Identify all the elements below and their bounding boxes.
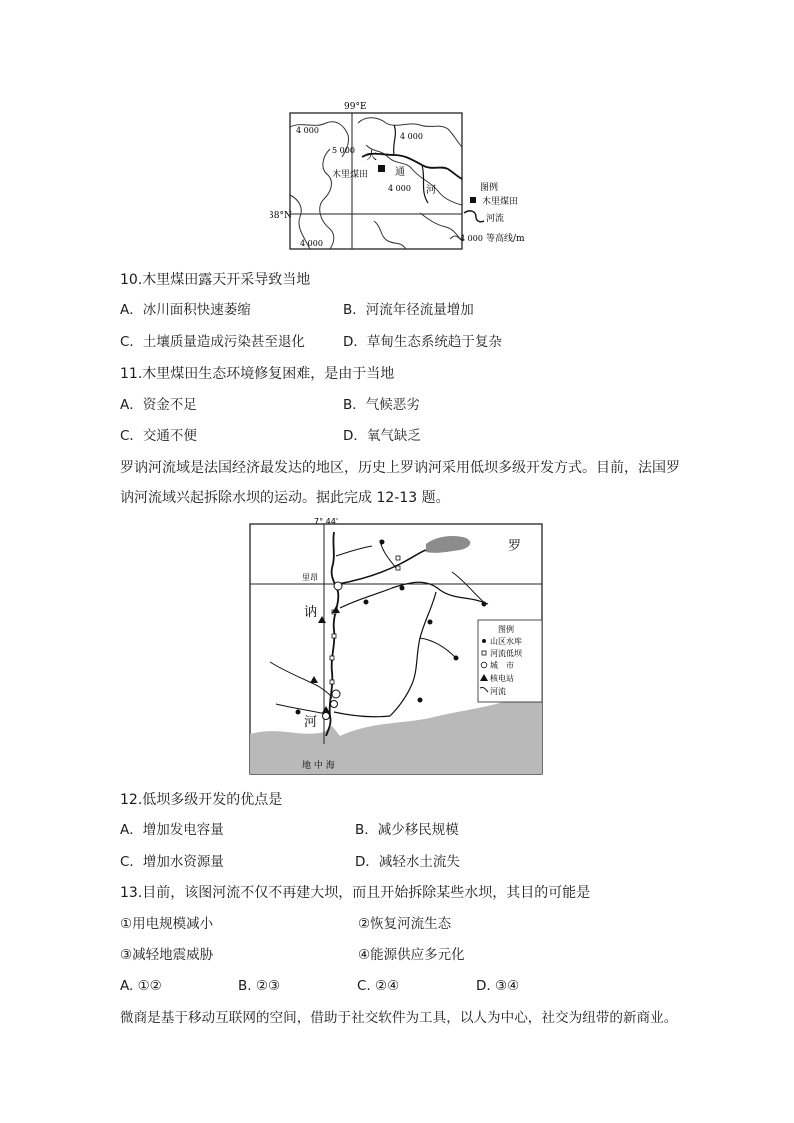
q13-option-b: B. ②③ — [238, 978, 281, 994]
river-char: 河 — [426, 185, 436, 196]
coalfield-legend-symbol — [470, 197, 476, 203]
map-rhone-basin — [240, 512, 550, 778]
passage2-line1: 微商是基于移动互联网的空间，借助于社交软件为工具，以人为中心，社交为纽带的新商业。 — [120, 1010, 678, 1026]
q13-statement-1: ①用电规模减小 — [120, 916, 214, 932]
datong-river — [362, 154, 462, 179]
coalfield-marker — [378, 165, 385, 172]
contour-label: 4 000 — [400, 132, 423, 141]
q12-option-c: C．增加水资源量 — [120, 854, 224, 870]
lon-label: 99°E — [344, 102, 367, 112]
city-circle — [332, 690, 340, 698]
map-muli-coalfield — [270, 95, 570, 255]
contour-line — [320, 149, 334, 249]
city-lyon — [334, 582, 342, 590]
q11-option-a: A．资金不足 — [120, 397, 197, 413]
q12-option-d: D．减轻水土流失 — [355, 854, 460, 870]
contour-line — [374, 221, 406, 249]
q13-statement-2: ②恢复河流生态 — [358, 916, 452, 932]
reservoir-dot — [418, 698, 423, 703]
city-circle — [331, 701, 338, 708]
lat-label: 38°N — [270, 211, 292, 221]
contour-label: 4 000 — [296, 126, 319, 135]
reservoir-dot — [454, 656, 459, 661]
low-dam — [330, 680, 334, 684]
reservoir-dot — [380, 540, 385, 545]
reservoir-dot — [364, 600, 369, 605]
q12-option-b: B．减少移民规模 — [355, 822, 459, 838]
passage1-line2: 讷河流域兴起拆除水坝的运动。据此完成 12-13 题。 — [120, 490, 450, 506]
low-dam — [396, 566, 400, 570]
map2-legend-item: 核电站 — [490, 674, 514, 683]
map2-legend-item: 山区水库 — [490, 637, 522, 646]
map2-lon-label: 7° 44' — [314, 517, 339, 526]
coalfield-label: 木里煤田 — [332, 170, 369, 180]
passage1-line1: 罗讷河流域是法国经济最发达的地区，历史上罗讷河采用低坝多级开发方式。目前，法国罗 — [120, 460, 680, 476]
q11-stem: 11.木里煤田生态环境修复困难，是由于当地 — [120, 366, 395, 382]
q13-stem: 13.目前，该图河流不仅不再建大坝，而且开始拆除某些水坝，其目的可能是 — [120, 885, 591, 901]
q10-option-a: A．冰川面积快速萎缩 — [120, 302, 251, 318]
river-char: 河 — [304, 715, 318, 730]
contour-label: 5 000 — [332, 146, 355, 155]
lyon-label: 里昂 — [302, 573, 318, 582]
legend-city-symbol — [481, 662, 487, 668]
q10-option-c: C．土壤质量造成污染甚至退化 — [120, 334, 305, 350]
map2-legend-title: 图例 — [498, 625, 514, 634]
sea-label: 地 中 海 — [302, 761, 335, 771]
q12-option-a: A．增加发电容量 — [120, 822, 224, 838]
reservoir-dot — [296, 710, 301, 715]
q13-statement-3: ③减轻地震威胁 — [120, 947, 214, 963]
reservoir-dot — [482, 602, 487, 607]
city-circle — [323, 713, 330, 720]
legend-item: 等高线/m — [486, 234, 525, 244]
q13-option-d: D. ③④ — [476, 978, 520, 994]
reservoir-dot — [400, 586, 405, 591]
river-char: 讷 — [304, 605, 318, 620]
river-char: 通 — [395, 167, 405, 178]
tributary — [394, 125, 396, 155]
q11-option-b: B．气候恶劣 — [343, 397, 420, 413]
legend-contour-sample: 4 000 — [460, 234, 483, 243]
q13-statement-4: ④能源供应多元化 — [358, 947, 465, 963]
tributary — [422, 165, 428, 203]
map-rhone-svg — [240, 512, 550, 778]
q10-option-b: B．河流年径流量增加 — [343, 302, 474, 318]
legend-reservoir-symbol — [482, 639, 486, 643]
map-muli-svg — [270, 95, 570, 255]
reservoir-dot — [428, 620, 433, 625]
low-dam — [330, 656, 334, 660]
q10-option-d: D．草甸生态系统趋于复杂 — [343, 334, 502, 350]
river-legend-symbol — [464, 211, 484, 222]
legend-item: 木里煤田 — [482, 197, 519, 207]
contour-label: 4 000 — [388, 184, 411, 193]
river-char: 罗 — [508, 539, 522, 554]
q13-option-a: A. ①② — [120, 978, 162, 994]
map2-legend-item: 河流低坝 — [490, 649, 522, 658]
low-dam — [332, 634, 336, 638]
low-dam — [396, 556, 400, 560]
q11-option-d: D．氧气缺乏 — [343, 428, 421, 444]
q11-option-c: C．交通不便 — [120, 428, 197, 444]
contour-label: 4 000 — [300, 239, 323, 248]
contour-line — [420, 213, 462, 241]
q12-stem: 12.低坝多级开发的优点是 — [120, 792, 283, 808]
map2-legend-item: 城 市 — [490, 661, 514, 670]
q13-option-c: C. ②④ — [357, 978, 400, 994]
legend-dam-symbol — [482, 651, 486, 655]
legend-title: 图例 — [480, 183, 499, 193]
map2-legend-item: 河流 — [490, 687, 506, 696]
q10-stem: 10.木里煤田露天开采导致当地 — [120, 272, 311, 288]
river-char: 大 — [366, 149, 377, 162]
legend-item: 河流 — [486, 214, 505, 224]
